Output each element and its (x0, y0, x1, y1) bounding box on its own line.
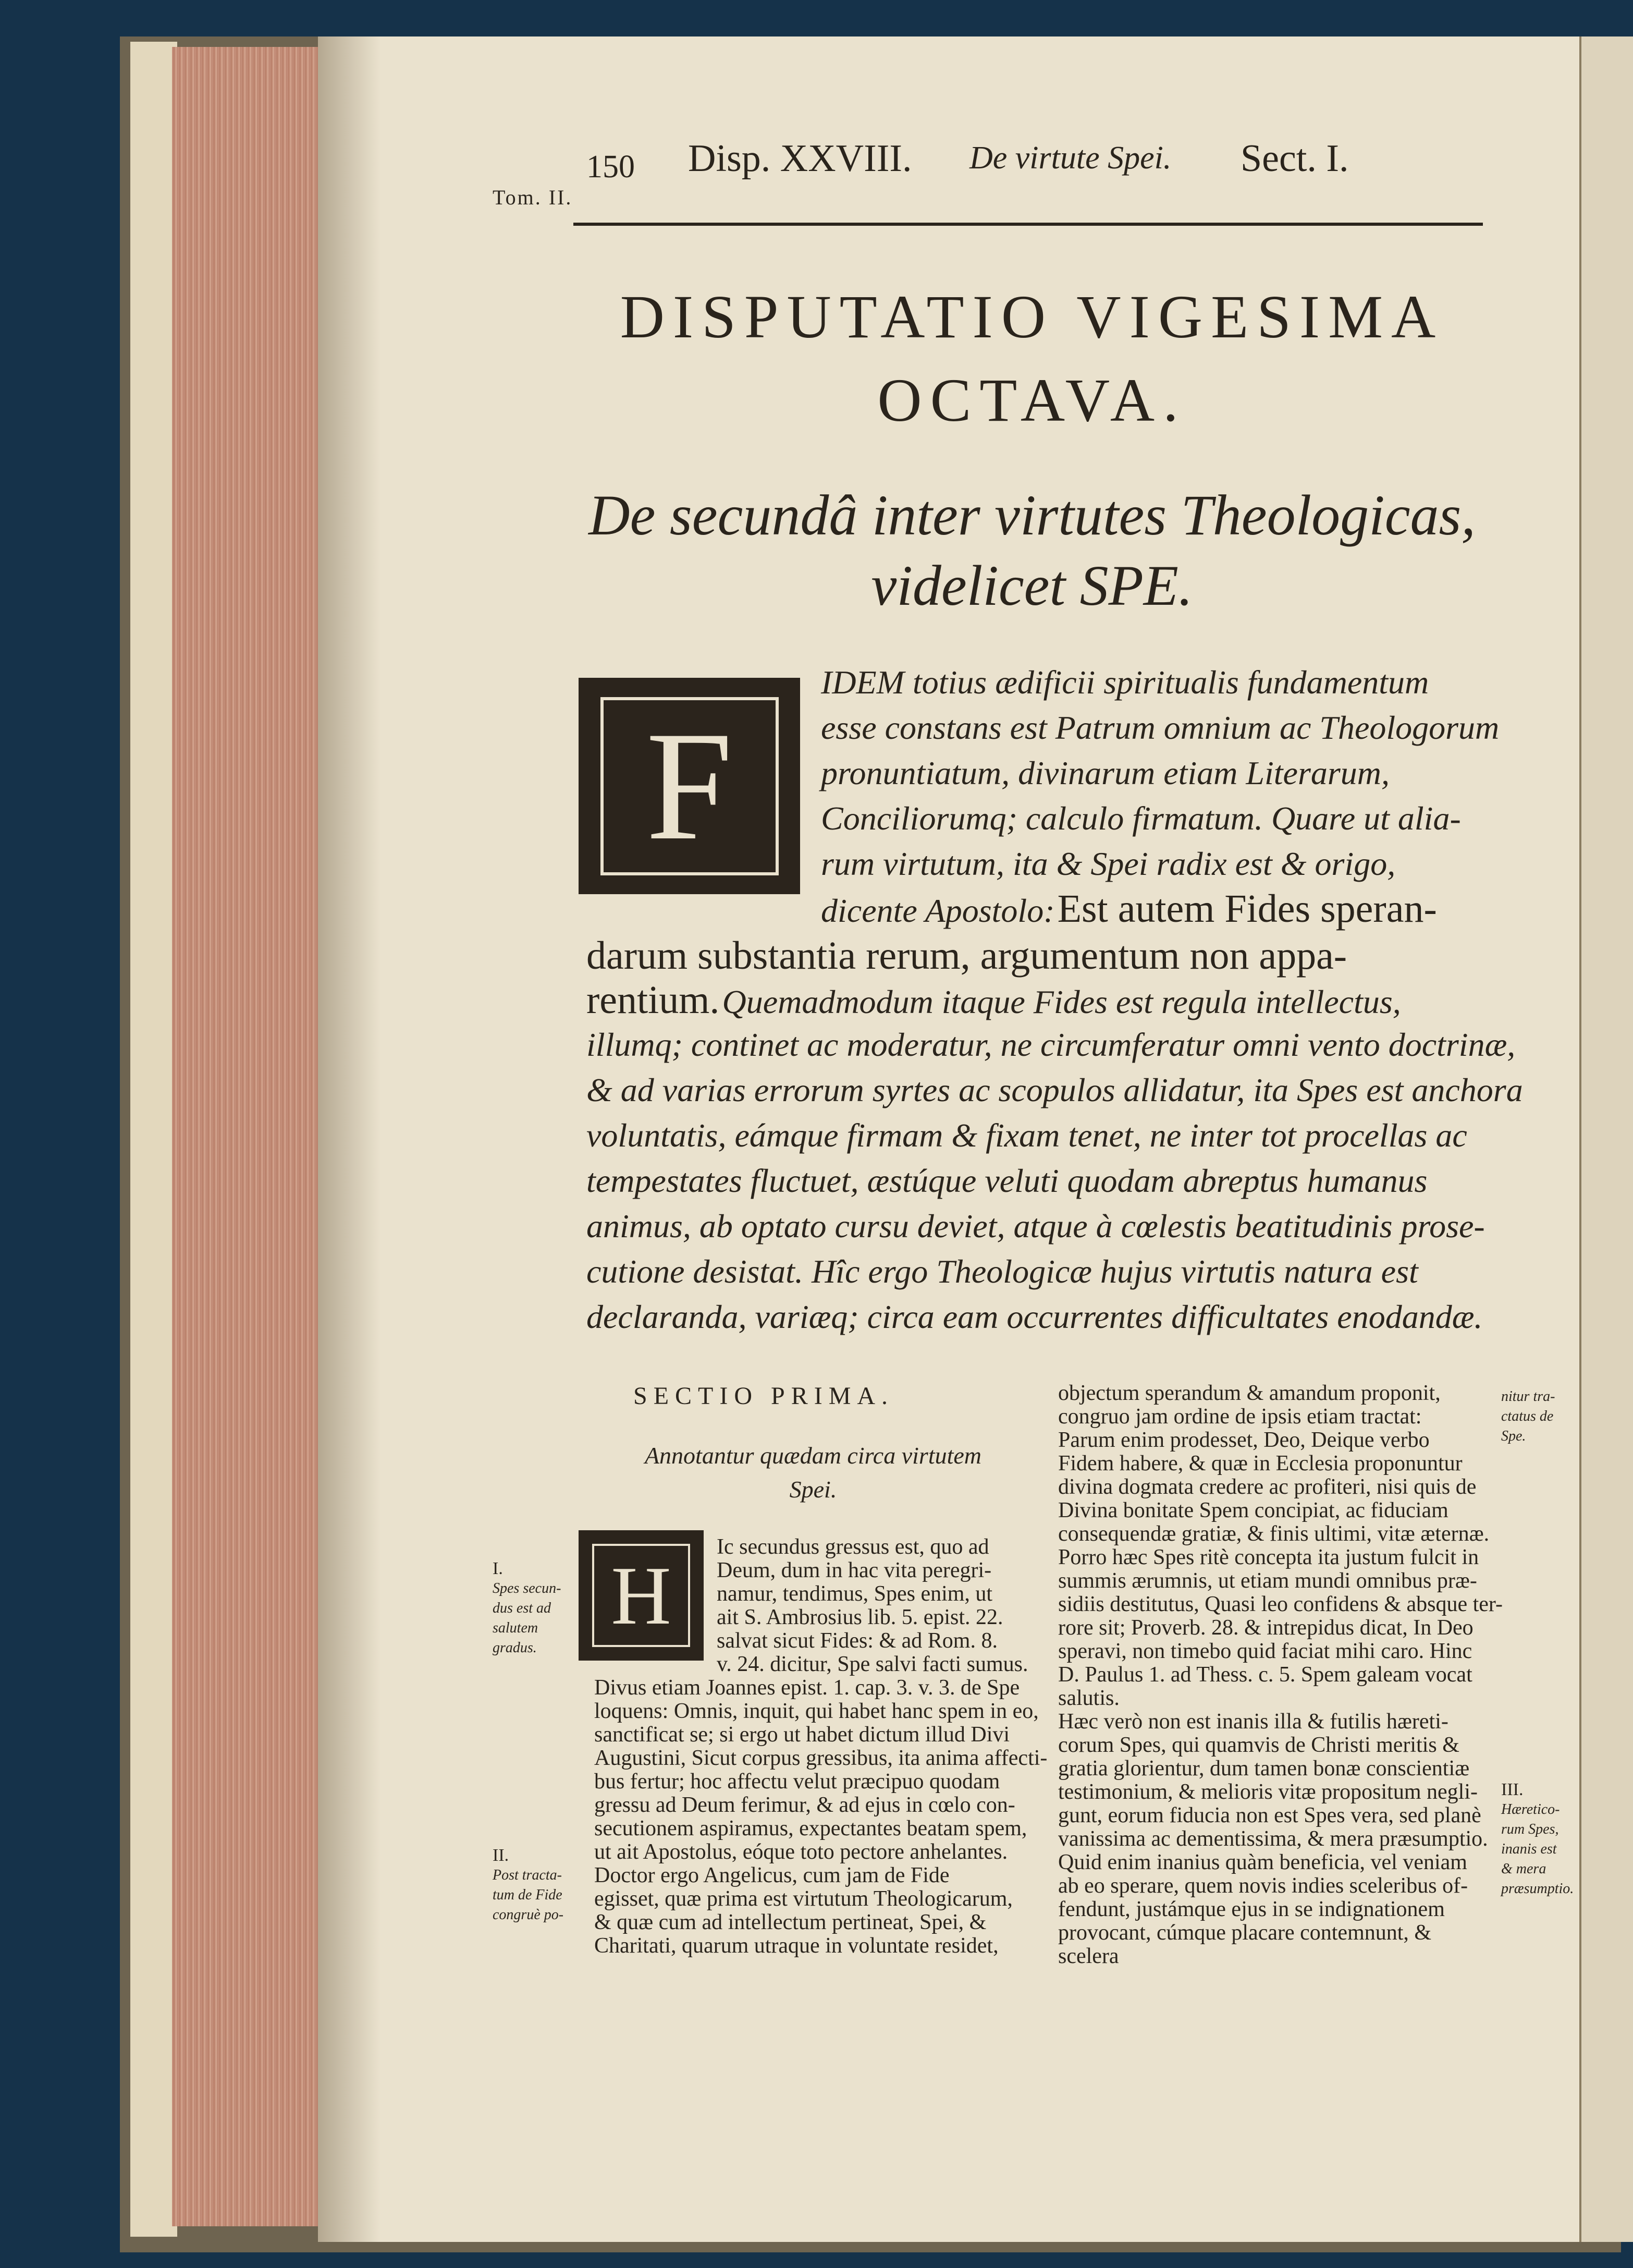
margin-note-line: salutem (493, 1620, 538, 1636)
margin-note-line: Hæretico- (1501, 1801, 1560, 1818)
margin-note-line: & mera (1501, 1861, 1546, 1877)
text-line: secutionem aspiramus, expectantes beatam spem, (594, 1816, 1027, 1840)
intro-line: & ad varias errorum syrtes ac scopulos allidatur, ita Spes est anchora (586, 1071, 1523, 1108)
text-line: namur, tendimus, Spes enim, ut (717, 1582, 993, 1606)
margin-note-line: congruè po- (493, 1907, 564, 1923)
text-line: salutis. (1058, 1686, 1120, 1710)
intro-rest-lines (586, 1022, 1523, 1339)
margin-note-line: Spes secun- (493, 1580, 561, 1596)
disputation-title-line1: DISPUTATIO VIGESIMA (620, 283, 1444, 351)
text-line: Charitati, quarum utraque in voluntate residet, (594, 1934, 999, 1958)
margin-number: II. (493, 1846, 509, 1865)
section-subheading-line2: Spei. (789, 1476, 837, 1503)
margin-number: III. (1501, 1780, 1524, 1799)
margin-note-line: dus est ad (493, 1600, 551, 1616)
text-line: provocant, cúmque placare contemnunt, & (1058, 1921, 1432, 1945)
intro-line: Conciliorumq; calculo firmatum. Quare ut alia- (821, 800, 1461, 837)
intro-line: declaranda, variæq; circa eam occurrentes difficultates enodandæ. (586, 1298, 1483, 1335)
header-rule (573, 223, 1483, 226)
subtitle-line1: De secundâ inter virtutes Theologicas, (588, 483, 1476, 547)
text-line: egisset, quæ prima est virtutum Theologicarum, (594, 1887, 1013, 1911)
margin-note-line: præsumptio. (1501, 1881, 1574, 1897)
page-number: 150 (586, 149, 635, 185)
intro-mixed-line-2 (586, 978, 1401, 1023)
running-section: Sect. I. (1241, 137, 1349, 180)
intro-line: tempestates fluctuet, æstúque veluti quodam abreptus humanus (586, 1162, 1428, 1199)
text-line: ab eo sperare, quem novis indies sceleribus of- (1058, 1874, 1468, 1898)
text-line: salvat sicut Fides: & ad Rom. 8. (717, 1629, 998, 1653)
intro-roman-line: darum substantia rerum, argumentum non appa- (586, 934, 1347, 978)
text-line: objectum sperandum & amandum proponit, (1058, 1381, 1441, 1405)
text-line: Divus etiam Joannes epist. 1. cap. 3. v. 3. de Spe (594, 1676, 1020, 1700)
intro-lines (821, 660, 1499, 886)
left-margin-notes (493, 1559, 586, 1925)
disputation-title-line2: OCTAVA. (877, 366, 1187, 434)
text-line: fendunt, justámque ejus in se indignationem (1058, 1897, 1445, 1921)
margin-note (1501, 1780, 1574, 1899)
intro-line: illumq; continet ac moderatur, ne circumferatur omni vento doctrinæ, (586, 1026, 1516, 1063)
text-line: Porro hæc Spes ritè concepta ita justum fulcit in (1058, 1545, 1479, 1569)
margin-note (493, 1559, 586, 1658)
intro-line: voluntatis, eámque firmam & fixam tenet, ne inter tot procellas ac (586, 1117, 1467, 1154)
intro-line: IDEM totius ædificii spiritualis fundamentum (821, 664, 1429, 701)
text-line: corum Spes, qui quamvis de Christi meritis & (1058, 1733, 1459, 1757)
intro-line: rum virtutum, ita & Spei radix est & origo, (821, 845, 1396, 882)
text-line: v. 24. dicitur, Spe salvi facti sumus. (717, 1652, 1028, 1676)
text-line: gressu ad Deum ferimur, & ad ejus in cœlo con- (594, 1793, 1015, 1817)
text-line: ut ait Apostolus, eóque toto pectore anhelantes. (594, 1840, 1008, 1864)
margin-note-line: Post tracta- (493, 1867, 562, 1883)
left-column-lines (594, 1676, 1047, 1958)
text-line: congruo jam ordine de ipsis etiam tractat: (1058, 1405, 1422, 1429)
text-line: scelera (1058, 1944, 1119, 1968)
text-line: Hæc verò non est inanis illa & futilis hæreti- (1058, 1710, 1448, 1734)
small-initial-letter: H (592, 1544, 690, 1647)
text-line: Parum enim prodesset, Deo, Deique verbo (1058, 1428, 1430, 1452)
text-line: loquens: Omnis, inquit, qui habet hanc spem in eo, (594, 1699, 1039, 1723)
text-line: Fidem habere, & quæ in Ecclesia proponuntur (1058, 1452, 1463, 1476)
intro-italic-part: dicente Apostolo: (821, 892, 1055, 929)
section-subheading-line1: Annotantur quædam circa virtutem (644, 1442, 982, 1469)
decorated-initial-h (579, 1530, 704, 1661)
intro-line: esse constans est Patrum omnium ac Theologorum (821, 709, 1500, 746)
text-line: rore sit; Proverb. 28. & intrepidus dicat, In Deo (1058, 1616, 1474, 1640)
subtitle-line2: videlicet SPE. (871, 554, 1193, 617)
text-line: sidiis destitutus, Quasi leo confidens & absque ter- (1058, 1592, 1503, 1616)
gutter-shadow (318, 36, 380, 2242)
text-line: Augustini, Sicut corpus gressibus, ita anima affecti- (594, 1746, 1048, 1770)
text-line: Divina bonitate Spem concipiat, ac fiduciam (1058, 1498, 1448, 1522)
text-line: consequendæ gratiæ, & finis ultimi, vitæ æternæ. (1058, 1522, 1490, 1546)
fore-edge (172, 47, 325, 2226)
margin-note-line: inanis est (1501, 1841, 1557, 1857)
text-line: speravi, non timebo quid faciat mihi caro. Hinc (1058, 1639, 1472, 1663)
intro-line: animus, ab optato cursu deviet, atque à cœlestis beatitudinis prose- (586, 1208, 1485, 1245)
margin-note-line: Spe. (1501, 1428, 1526, 1444)
intro-italic-part-2: Quemadmodum itaque Fides est regula intellectus, (722, 983, 1401, 1020)
running-disputation: Disp. XXVIII. (688, 137, 912, 180)
right-column-lines (1058, 1382, 1503, 1968)
margin-note (1501, 1387, 1569, 1446)
margin-note-line: rum Spes, (1501, 1821, 1559, 1837)
text-line: bus fertur; hoc affectu velut præcipuo quodam (594, 1770, 1000, 1794)
text-line: D. Paulus 1. ad Thess. c. 5. Spem galeam vocat (1058, 1663, 1472, 1687)
text-line: vanissima ac dementissima, & mera præsumptio. (1058, 1827, 1488, 1851)
text-line: divina dogmata credere ac profiteri, nisi quis de (1058, 1475, 1477, 1499)
text-line: Deum, dum in hac vita peregri- (717, 1558, 992, 1582)
margin-note-line: gradus. (493, 1640, 537, 1656)
intro-roman-part: Est autem Fides speran- (1057, 887, 1437, 931)
margin-note (493, 1846, 586, 1925)
text-line: Ic secundus gressus est, quo ad (717, 1535, 989, 1559)
text-line: ait S. Ambrosius lib. 5. epist. 22. (717, 1605, 1003, 1629)
intro-mixed-line (821, 886, 1437, 932)
margin-note-line: nitur tra- (1501, 1388, 1555, 1405)
intro-line: pronuntiatum, divinarum etiam Literarum, (821, 754, 1390, 791)
text-line: gratia glorientur, dum tamen bonæ conscientiæ (1058, 1757, 1470, 1781)
running-topic: De virtute Spei. (969, 140, 1172, 176)
initial-letter: F (600, 697, 779, 875)
tome-label: Tom. II. (493, 186, 573, 209)
intro-line: cutione desistat. Hîc ergo Theologicæ hujus virtutis natura est (586, 1253, 1418, 1290)
margin-note-line: ctatus de (1501, 1408, 1554, 1424)
margin-note-line: tum de Fide (493, 1887, 562, 1903)
text-line: testimonium, & melioris vitæ propositum negli- (1058, 1780, 1478, 1804)
text-line: Doctor ergo Angelicus, cum jam de Fide (594, 1863, 950, 1887)
decorated-initial-f (579, 678, 800, 894)
margin-number: I. (493, 1559, 503, 1578)
text-line: gunt, eorum fiducia non est Spes vera, sed planè (1058, 1803, 1481, 1827)
text-line: & quæ cum ad intellectum pertineat, Spei, & (594, 1910, 987, 1934)
left-column-initial-lines (717, 1535, 1028, 1676)
text-line: summis ærumnis, ut etiam mundi omnibus præ- (1058, 1569, 1477, 1593)
right-margin-notes (1501, 1387, 1574, 1899)
text-line: Quid enim inanius quàm beneficia, vel veniam (1058, 1850, 1467, 1874)
intro-roman-part-2: rentium. (586, 978, 720, 1022)
page-stack (130, 42, 177, 2237)
section-heading: SECTIO PRIMA. (633, 1382, 894, 1410)
text-line: sanctificat se; si ergo ut habet dictum illud Divi (594, 1723, 1010, 1747)
